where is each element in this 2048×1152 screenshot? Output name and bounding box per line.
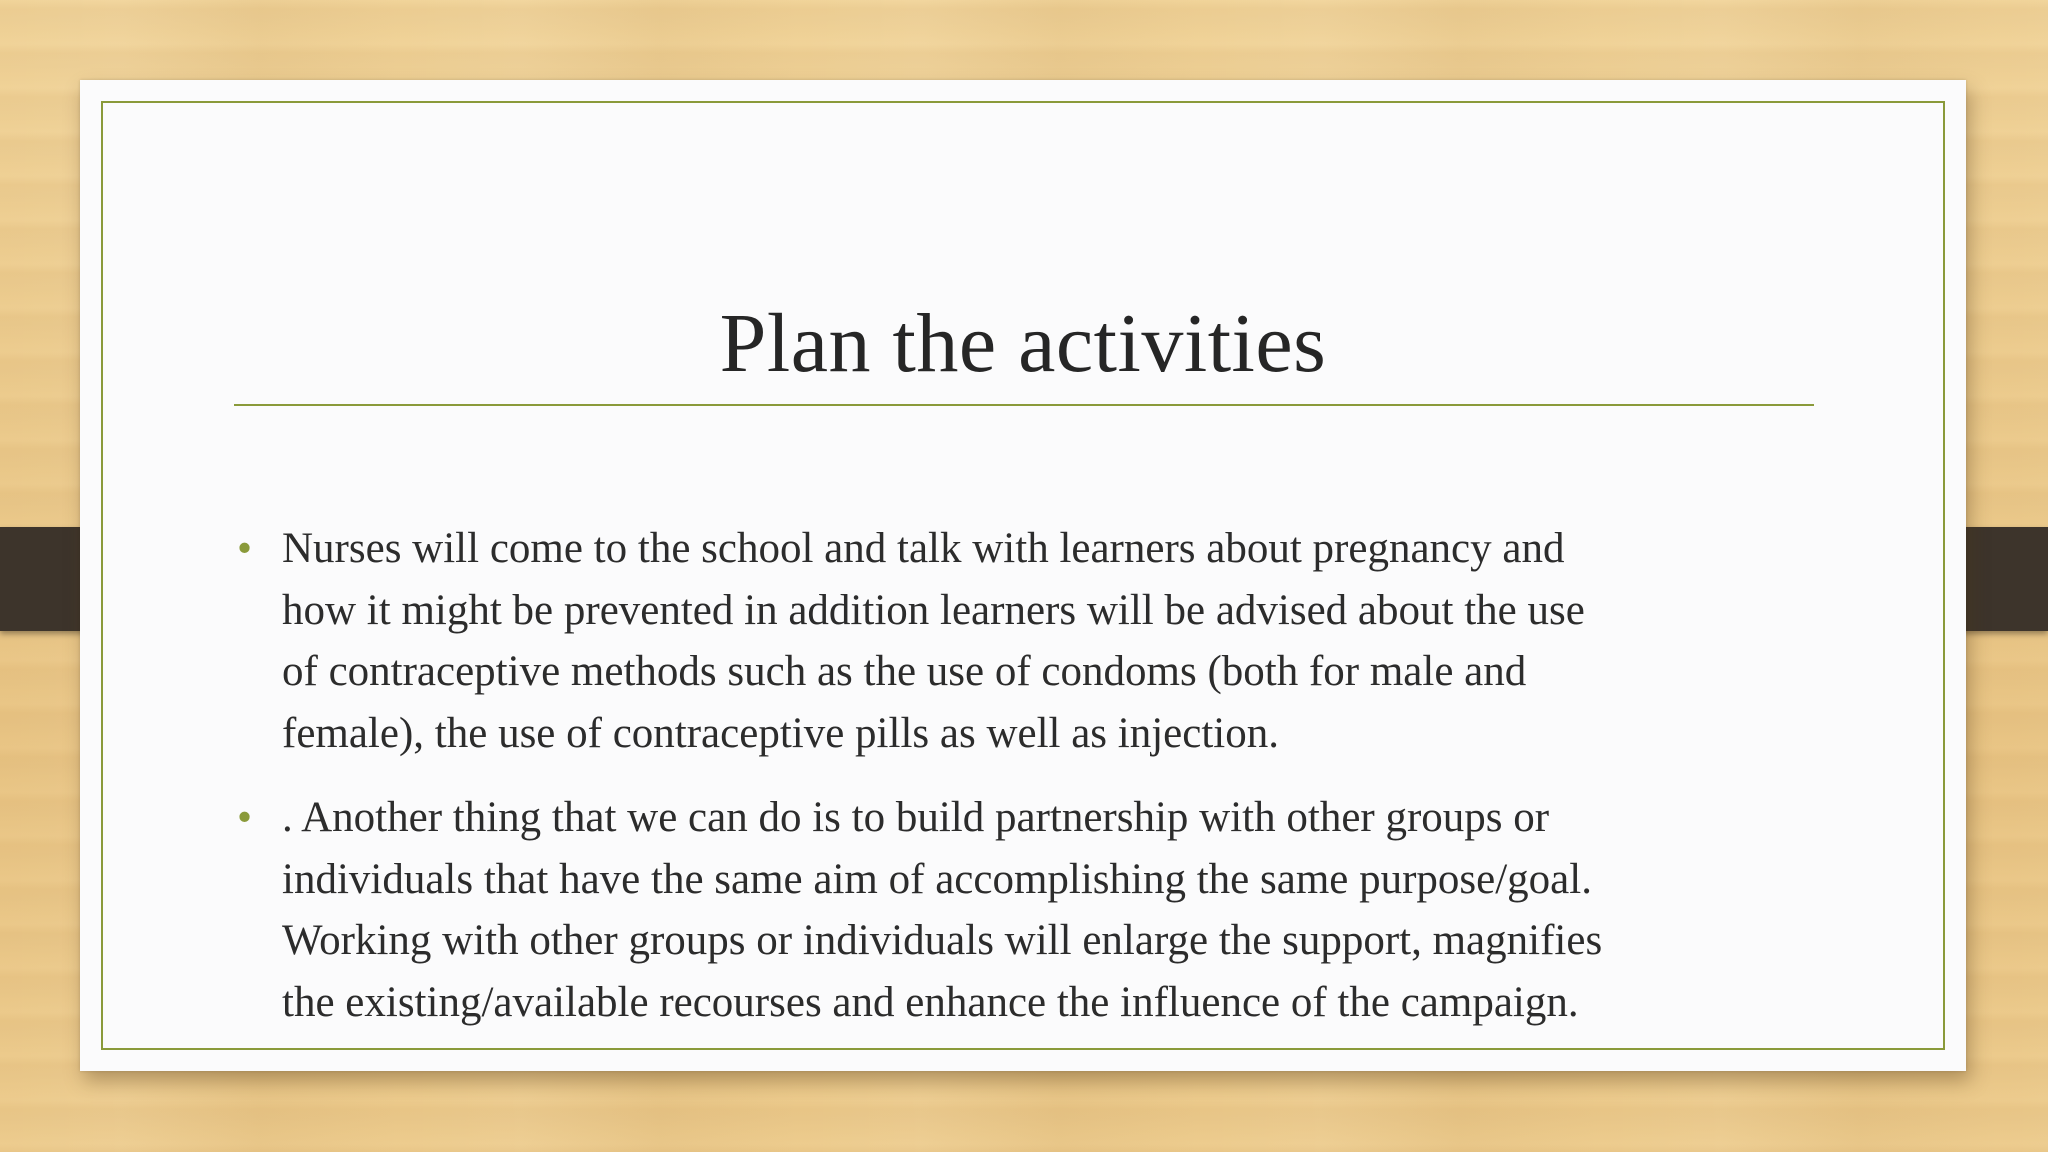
bullet-line: Nurses will come to the school and talk with learners about pregnancy and — [282, 525, 1565, 572]
bullet-line: the existing/available recourses and enhance the influence of the campaign. — [282, 978, 1579, 1026]
bullet-icon: • — [237, 794, 253, 841]
bullet-item-2 — [234, 787, 1874, 1033]
slide — [80, 80, 1966, 1071]
bullet-line: . Another thing that we can do is to build partnership with other groups or — [282, 794, 1550, 841]
slide-title: Plan the activities — [719, 297, 1327, 390]
bullet-line: female), the use of contraceptive pills as well as injection. — [282, 709, 1279, 757]
bullet-icon: • — [237, 525, 253, 572]
bullet-line: how it might be prevented in addition learners will be advised about the use — [282, 586, 1585, 634]
bullet-line: individuals that have the same aim of accomplishing the same purpose/goal. — [282, 855, 1592, 903]
title-divider — [234, 404, 1814, 406]
bullet-line: of contraceptive methods such as the use of condoms (both for male and — [282, 648, 1527, 695]
bullet-line: Working with other groups or individuals will enlarge the support, magnifies — [282, 917, 1603, 964]
bullet-list — [234, 518, 1874, 1056]
bullet-item-1 — [234, 518, 1874, 764]
